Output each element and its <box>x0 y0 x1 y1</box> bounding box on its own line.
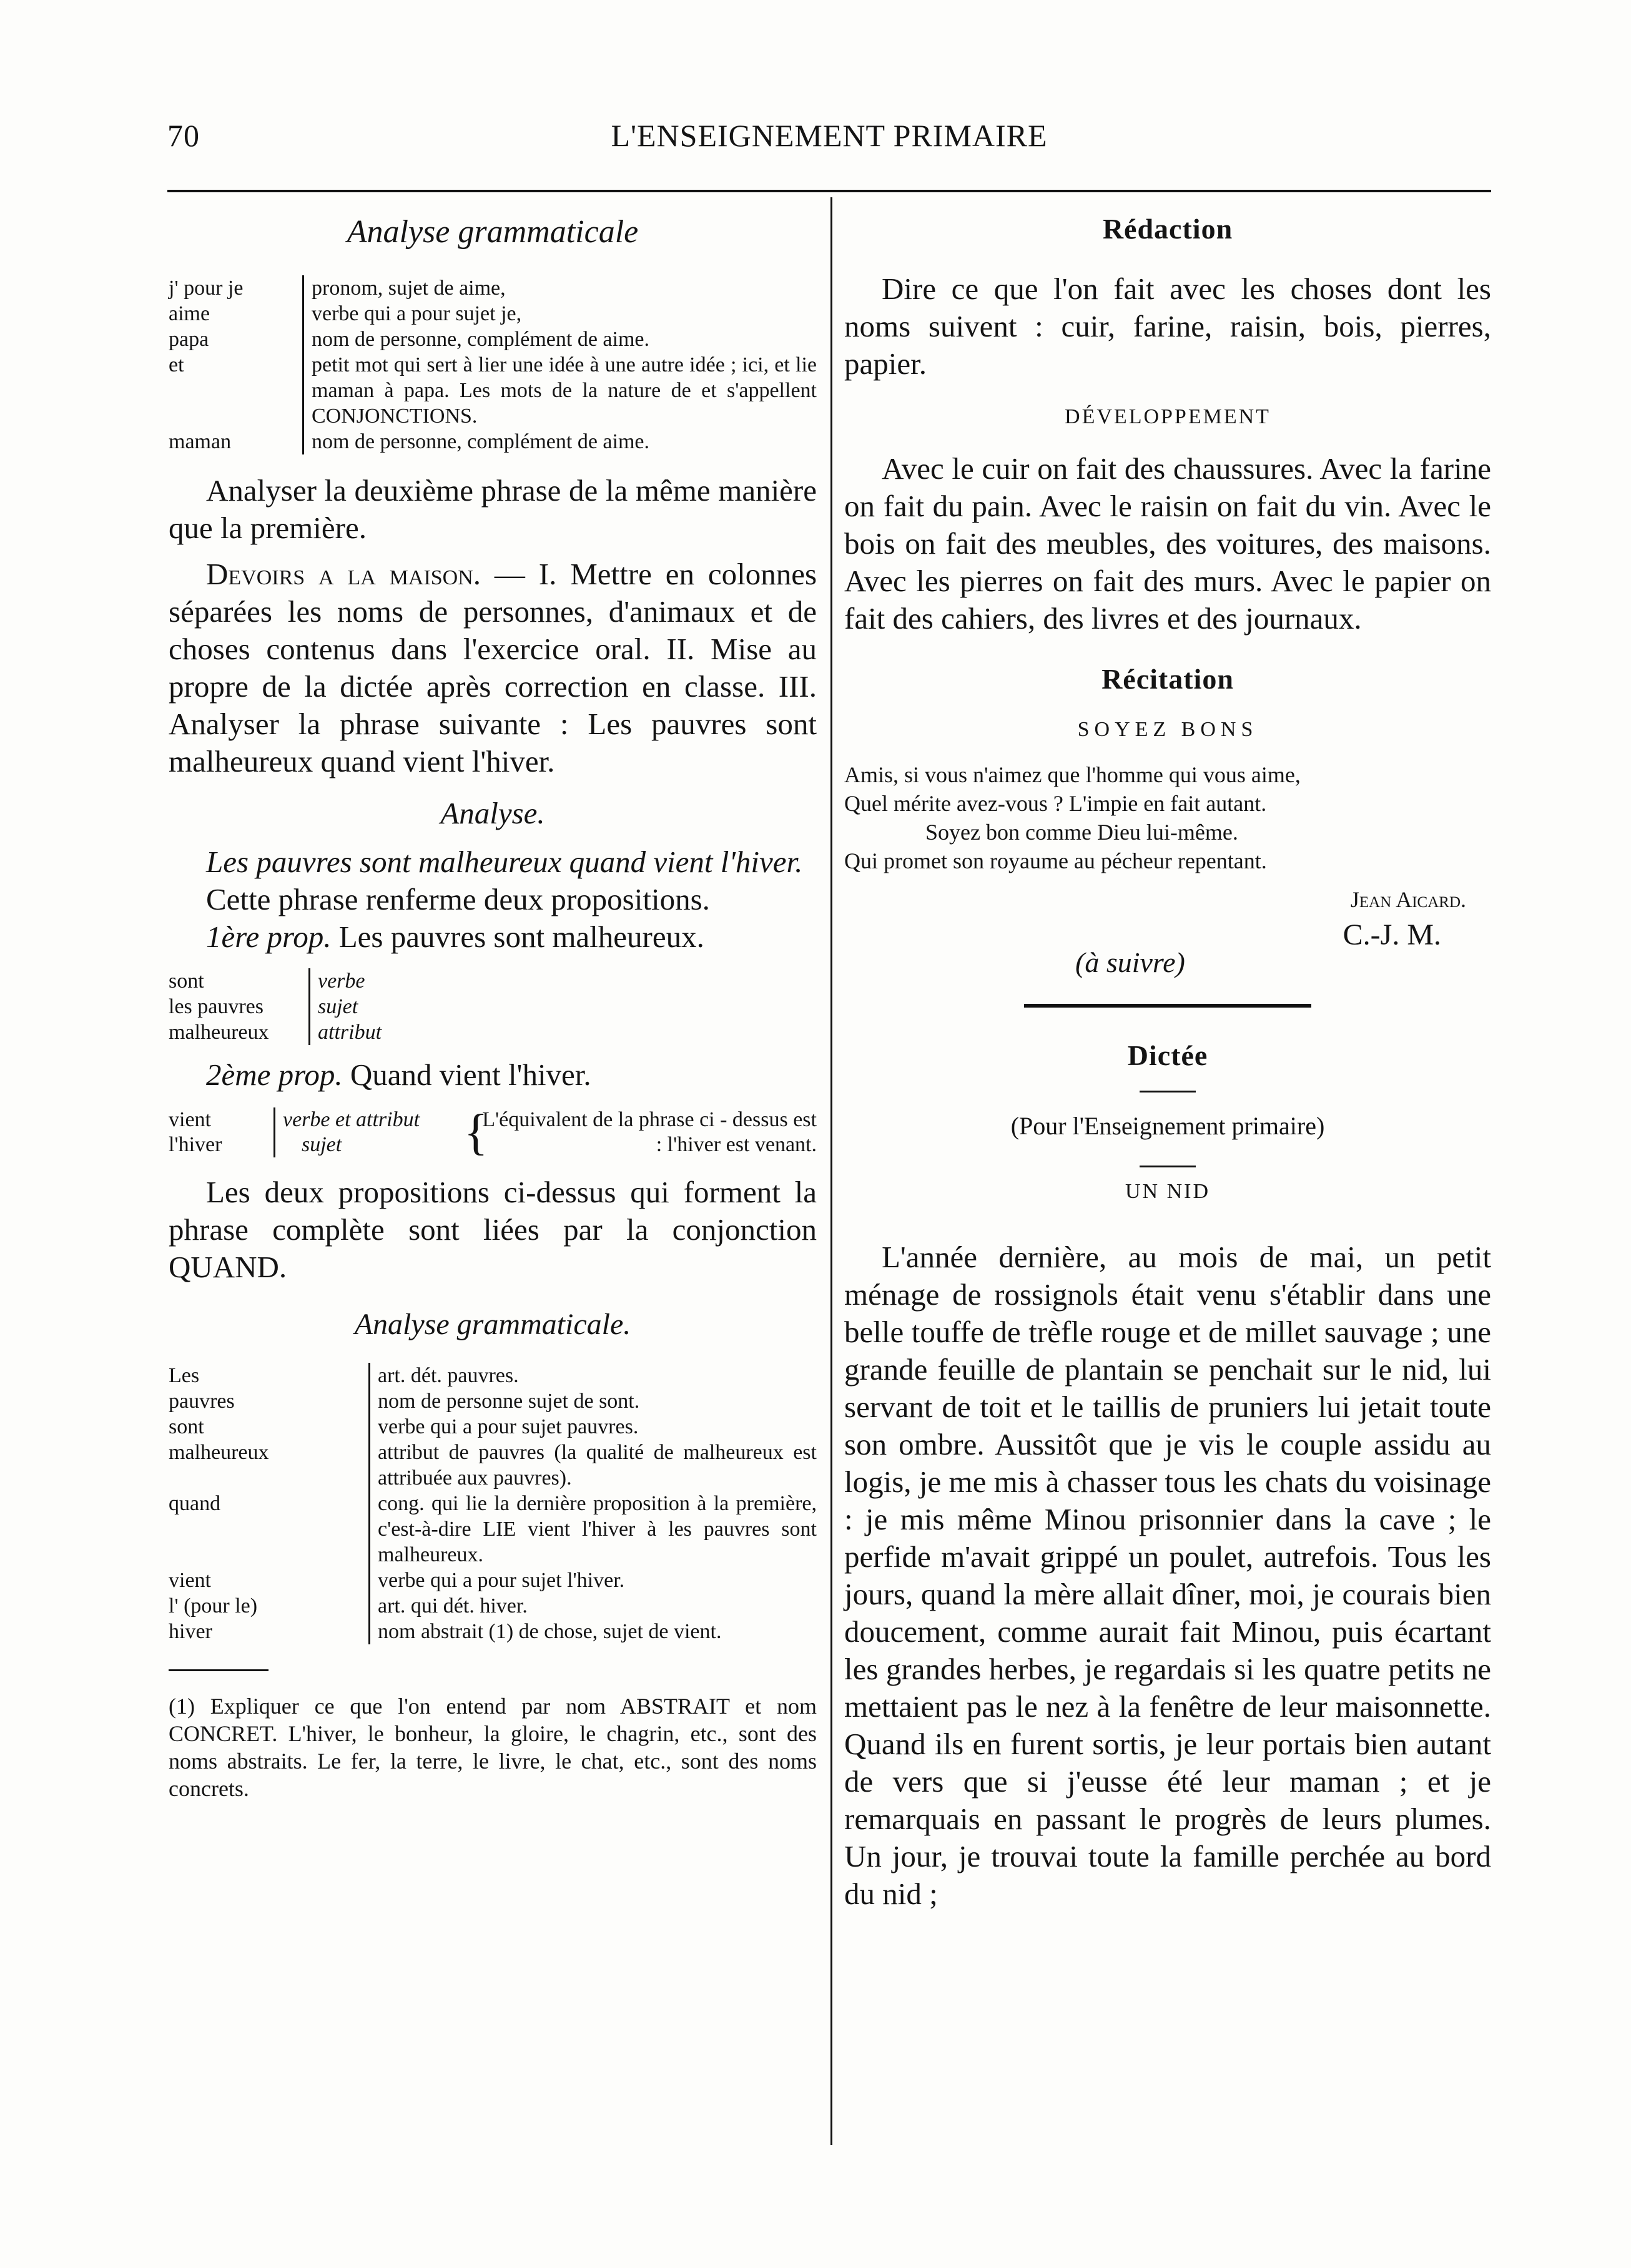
table-word: sont <box>169 1415 204 1438</box>
signature: C.-J. M. <box>1343 918 1441 951</box>
table-word: aime <box>169 302 210 325</box>
dictee-heading: Dictée <box>1127 1039 1208 1071</box>
analyse-sentence: Les pauvres sont malheureux quand vient l'hiver. <box>206 845 803 879</box>
short-rule <box>1140 1091 1196 1092</box>
table-word: Les <box>169 1364 200 1387</box>
prop2-table <box>169 1105 817 1160</box>
developpement-text: Avec le cuir on fait des chaussures. Avec la farine on fait du pain. Avec le raisin on fait du vin. Avec le bois on fait des meubles, des voitures, des maisons. Avec les pierres on fait des murs. Avec le papier on fait des cahiers, des livres et des journaux. <box>844 451 1491 636</box>
table-desc: attribut <box>308 1019 817 1045</box>
analysis-table-1 <box>169 275 817 454</box>
dictee-text: L'année dernière, au mois de mai, un petit ménage de rossignols était venu s'établir dans une belle touffe de trèfle rouge et de millet sauvage ; une grande feuille de plantain se penchait sur le nid, lui servant de toit et le taillis de pruniers lui jetait toute son ombre. Aussitôt que je vis le couple assidu au logis, je me mis à chasser tous les chats du voisinage : je mis même Minou prisonnier dans la cave ; le perfide m'avait grippé un poulet, autrefois. Tous les jours, quand la mère allait dîner, moi, je courais bien doucement, comme aurait fait Minou, puis écartant les grandes herbes, je regardais si les quatre petits ne mettaient pas le nez à la fenêtre de leur maisonnette. Quand ils en furent sortis, je leur portais bien autant de vers que si j'eusse été leur maman ; et je remarquais en passant le progrès de leurs plumes. Un jour, je trouvai toute la famille perchée au bord du nid ; <box>844 1240 1491 1911</box>
left-column <box>169 206 817 1802</box>
header-rule <box>167 190 1491 192</box>
prop2-desc-group <box>273 1105 817 1160</box>
developpement-heading: DÉVELOPPEMENT <box>1065 405 1271 428</box>
table-word: j' pour je <box>169 277 244 300</box>
page-header <box>167 117 1491 167</box>
table-desc: cong. qui lie la dernière proposition à la première, c'est-à-dire LIE vient l'hiver à les pauvres sont malheureux. <box>368 1491 817 1568</box>
table-word: papa <box>169 328 209 351</box>
column-divider <box>830 197 832 2145</box>
brace-glyph: { <box>464 1105 488 1160</box>
analyse-line: Cette phrase renferme deux propositions. <box>206 882 710 916</box>
devoirs-label: Devoirs a la maison. <box>206 557 481 591</box>
table-desc: verbe et attribut <box>283 1108 420 1131</box>
table-word: vient <box>169 1108 211 1131</box>
analysis-title-1: Analyse grammaticale <box>347 214 639 250</box>
running-title: L'ENSEIGNEMENT PRIMAIRE <box>611 118 1048 153</box>
table-desc: art. dét. pauvres. <box>368 1363 817 1388</box>
paragraph: Analyser la deuxième phrase de la même manière que la première. <box>169 473 817 545</box>
prop1-label: 1ère prop. <box>206 920 332 954</box>
dictee-subtitle: UN NID <box>1125 1180 1211 1203</box>
table-desc: petit mot qui sert à lier une idée à une autre idée ; ici, et lie maman à papa. Les mots de la nature de et s'appellent CONJONCTIONS. <box>302 352 817 429</box>
prop2-text: Quand vient l'hiver. <box>350 1058 591 1092</box>
table-word: quand <box>169 1492 221 1515</box>
prop2-desc <box>283 1107 464 1157</box>
table-word: hiver <box>169 1620 212 1643</box>
devoirs-paragraph <box>169 556 817 780</box>
redaction-heading: Rédaction <box>1102 213 1233 245</box>
analysis-table-2 <box>169 1363 817 1644</box>
table-word: malheureux <box>169 1441 269 1464</box>
poem-line: Quel mérite avez-vous ? L'impie en fait autant. <box>844 791 1267 816</box>
page-number: 70 <box>167 118 200 153</box>
footnote-rule <box>169 1669 269 1671</box>
table-word: les pauvres <box>169 995 264 1018</box>
prop1-text: Les pauvres sont malheureux. <box>338 920 704 954</box>
short-rule <box>1140 1166 1196 1167</box>
poem <box>844 760 1491 875</box>
poem-line: Qui promet son royaume au pécheur repentant. <box>844 848 1267 873</box>
table-desc: nom de personne, complément de aime. <box>302 326 817 352</box>
prop2-line <box>169 1056 817 1094</box>
table-word: malheureux <box>169 1021 269 1044</box>
table-word: l' (pour le) <box>169 1594 258 1618</box>
table-word: maman <box>169 430 232 453</box>
prop1-table <box>169 968 817 1045</box>
table-desc: art. qui dét. hiver. <box>368 1593 817 1619</box>
table-desc: verbe <box>308 968 817 994</box>
table-word: vient <box>169 1569 211 1592</box>
table-desc: pronom, sujet de aime, <box>302 275 817 301</box>
table-desc: sujet <box>302 1133 342 1156</box>
dictee-source: (Pour l'Enseignement primaire) <box>1010 1112 1325 1140</box>
poem-line: Amis, si vous n'aimez que l'homme qui vous aime, <box>844 762 1301 787</box>
prop1-line <box>169 918 817 956</box>
table-word: sont <box>169 970 204 993</box>
table-word: pauvres <box>169 1390 235 1413</box>
prop2-words <box>169 1107 273 1157</box>
footnote: (1) Expliquer ce que l'on entend par nom ABSTRAIT et nom CONCRET. L'hiver, le bonheur, la gloire, le chagrin, etc., sont des noms abstraits. Le fer, la terre, le livre, le chat, etc., sont des noms concrets. <box>169 1694 817 1801</box>
poem-line: Soyez bon comme Dieu lui-même. <box>925 820 1238 845</box>
devoirs-text: — I. Mettre en colonnes séparées les noms de personnes, d'animaux et de choses contenus dans l'exercice oral. II. Mise au propre de la dictée après correction en classe. III. Analyser la phrase suivante : Les pauvres sont malheureux quand vient l'hiver. <box>169 557 817 778</box>
right-column <box>844 206 1491 1913</box>
prop2-note: L'équivalent de la phrase ci - dessus est : l'hiver est venant. <box>482 1108 817 1156</box>
table-desc: sujet <box>308 994 817 1019</box>
analysis-title-2: Analyse grammaticale. <box>354 1308 631 1341</box>
a-suivre: (à suivre) <box>1075 946 1185 978</box>
table-desc: verbe qui a pour sujet pauvres. <box>368 1414 817 1440</box>
table-word: et <box>169 353 184 376</box>
poem-title: SOYEZ BONS <box>1077 718 1258 741</box>
table-desc: nom de personne sujet de sont. <box>368 1388 817 1414</box>
recitation-heading: Récitation <box>1101 663 1234 695</box>
table-desc: nom de personne, complément de aime. <box>302 429 817 454</box>
table-word: l'hiver <box>169 1133 222 1156</box>
table-desc: verbe qui a pour sujet je, <box>302 301 817 326</box>
prop2-label: 2ème prop. <box>206 1058 343 1092</box>
ornament-rule <box>1024 1004 1311 1008</box>
paragraph: Les deux propositions ci-dessus qui forment la phrase complète sont liées par la conjonction QUAND. <box>169 1175 817 1284</box>
analyse-title: Analyse. <box>440 796 545 830</box>
poem-author: Jean Aicard. <box>1350 887 1466 912</box>
table-desc: attribut de pauvres (la qualité de malheureux est attribuée aux pauvres). <box>368 1440 817 1491</box>
redaction-text: Dire ce que l'on fait avec les choses dont les noms suivent : cuir, farine, raisin, bois, pierres, papier. <box>844 272 1491 381</box>
table-desc: nom abstrait (1) de chose, sujet de vient. <box>368 1619 817 1644</box>
table-desc: verbe qui a pour sujet l'hiver. <box>368 1568 817 1593</box>
